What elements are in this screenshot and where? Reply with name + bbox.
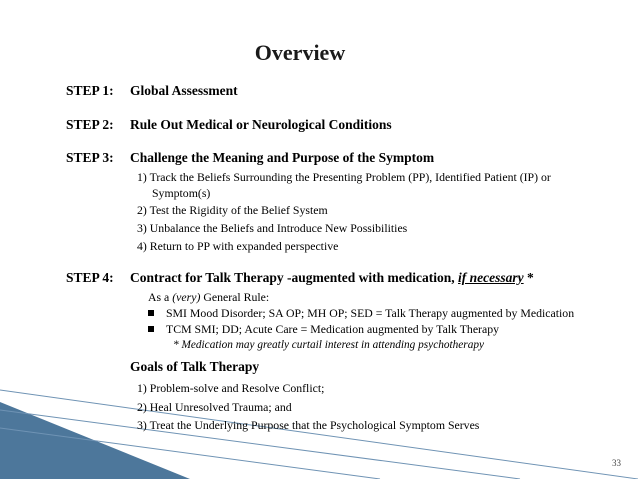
goal-item-2: 2) Heal Unresolved Trauma; and xyxy=(137,400,292,414)
step-1-label: STEP 1: xyxy=(66,83,114,98)
goal-item-3: 3) Treat the Underlying Purpose that the Psychological Symptom Serves xyxy=(137,418,480,432)
step-3-item-4: 4) Return to PP with expanded perspective xyxy=(137,239,339,253)
step-2-text: Rule Out Medical or Neurological Conditions xyxy=(130,117,392,132)
rule-very: (very) xyxy=(172,290,201,304)
step-1-text: Global Assessment xyxy=(130,83,238,98)
step-3-text: Challenge the Meaning and Purpose of the Symptom xyxy=(130,150,435,165)
general-rule-line xyxy=(148,290,269,305)
step-3-item-1-cont: Symptom(s) xyxy=(152,186,211,200)
rule-bullet-2 xyxy=(148,322,499,337)
step-2-label: STEP 2: xyxy=(66,117,114,132)
bullet-square-icon xyxy=(148,310,154,316)
rule-bullet-1-text: SMI Mood Disorder; SA OP; MH OP; SED = Talk Therapy augmented by Medication xyxy=(166,306,575,320)
rule-bullet-1 xyxy=(148,306,574,321)
bullet-square-icon xyxy=(148,326,154,332)
step-4-label: STEP 4: xyxy=(66,270,114,285)
step-4-text-emphasis: if necessary xyxy=(458,270,524,285)
step-4-text-main: Contract for Talk Therapy -augmented with medication, xyxy=(130,270,455,285)
step-4-text-tail: * xyxy=(523,270,534,285)
step-3-item-3: 3) Unbalance the Beliefs and Introduce New Possibilities xyxy=(137,221,408,235)
step-3-item-2: 2) Test the Rigidity of the Belief System xyxy=(137,203,328,217)
step-3-item-1: 1) Track the Beliefs Surrounding the Presenting Problem (PP), Identified Patient (IP) or xyxy=(137,170,551,184)
rule-bullet-2-text: TCM SMI; DD; Acute Care = Medication augmented by Talk Therapy xyxy=(166,322,500,336)
rule-suffix: General Rule: xyxy=(200,290,270,304)
medication-note: * Medication may greatly curtail interest in attending psychotherapy xyxy=(173,339,485,351)
rule-prefix: As a xyxy=(148,290,173,304)
goals-heading: Goals of Talk Therapy xyxy=(130,359,260,374)
page-number: 33 xyxy=(612,458,621,468)
step-4-text xyxy=(130,270,534,286)
page-title: Overview xyxy=(254,40,346,65)
goal-item-1: 1) Problem-solve and Resolve Conflict; xyxy=(137,381,325,395)
step-3-label: STEP 3: xyxy=(66,150,114,165)
